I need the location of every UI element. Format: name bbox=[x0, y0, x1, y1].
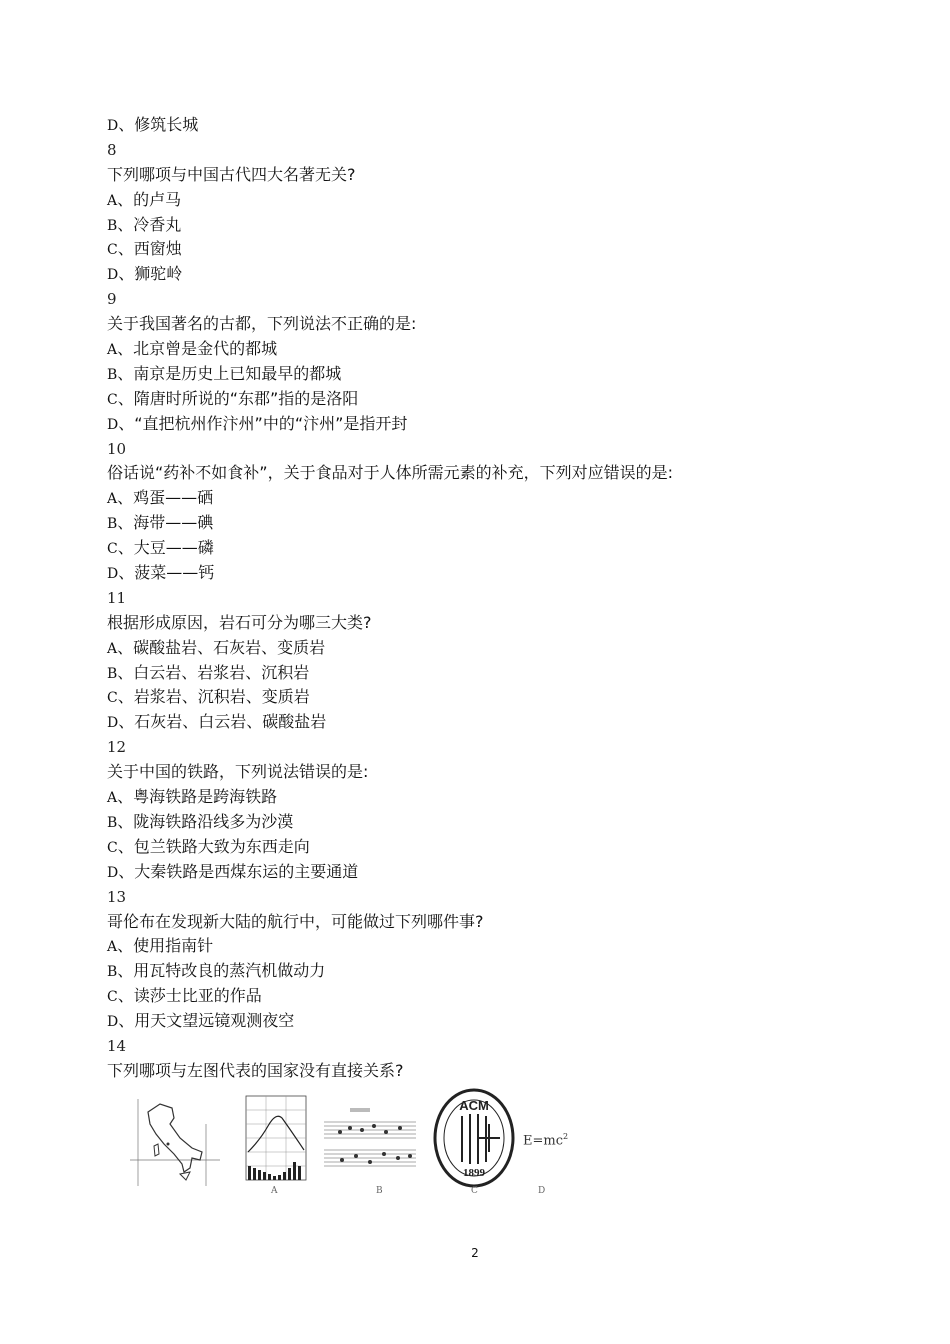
question-14-figure bbox=[120, 1088, 640, 1203]
question-number: 11 bbox=[107, 588, 127, 607]
question-stem: 下列哪项与中国古代四大名著无关? bbox=[107, 164, 356, 184]
option-b: B、白云岩、岩浆岩、沉积岩 bbox=[107, 662, 310, 682]
question-stem: 俗话说“药补不如食补”，关于食品对于人体所需元素的补充，下列对应错误的是: bbox=[107, 463, 673, 483]
question-number: 14 bbox=[107, 1036, 127, 1055]
option-a: A、鸡蛋——硒 bbox=[107, 488, 214, 508]
option-a: A、粤海铁路是跨海铁路 bbox=[107, 787, 278, 807]
option-a: A、的卢马 bbox=[107, 189, 182, 209]
question-stem: 哥伦布在发现新大陆的航行中，可能做过下列哪件事? bbox=[107, 911, 484, 931]
option-b: B、用瓦特改良的蒸汽机做动力 bbox=[107, 961, 326, 981]
option-a: A、北京曾是金代的都城 bbox=[107, 339, 278, 359]
ac-milan-logo-image bbox=[432, 1088, 516, 1188]
previous-option-d: D、修筑长城 bbox=[107, 115, 199, 134]
option-d: D、石灰岩、白云岩、碳酸盐岩 bbox=[107, 712, 327, 732]
option-a: A、使用指南针 bbox=[107, 936, 214, 956]
page-number: 2 bbox=[471, 1246, 479, 1260]
caption-c: C bbox=[471, 1186, 478, 1196]
option-d: D、菠菜——钙 bbox=[107, 563, 215, 583]
option-c: C、隋唐时所说的“东郡”指的是洛阳 bbox=[107, 388, 359, 408]
option-c: C、西窗烛 bbox=[107, 239, 182, 259]
question-list bbox=[107, 113, 887, 1084]
option-d: D、狮驼岭 bbox=[107, 264, 183, 284]
question-number: 9 bbox=[107, 290, 117, 309]
option-c: C、岩浆岩、沉积岩、变质岩 bbox=[107, 687, 310, 707]
question-stem: 根据形成原因，岩石可分为哪三大类? bbox=[107, 612, 372, 632]
option-d: D、用天文望远镜观测夜空 bbox=[107, 1011, 295, 1031]
caption-b: B bbox=[376, 1186, 383, 1196]
formula-emc2: $E=mc^2$ bbox=[523, 1132, 569, 1149]
logo-year-text: 1899 bbox=[463, 1167, 485, 1179]
question-number: 12 bbox=[107, 738, 127, 757]
question-stem: 关于我国著名的古都，下列说法不正确的是: bbox=[107, 314, 417, 334]
question-number: 10 bbox=[107, 439, 127, 458]
italy-map-image bbox=[130, 1094, 220, 1192]
option-d: D、大秦铁路是西煤东运的主要通道 bbox=[107, 861, 359, 881]
option-c: C、包兰铁路大致为东西走向 bbox=[107, 836, 310, 856]
question-stem: 下列哪项与左图代表的国家没有直接关系? bbox=[107, 1060, 404, 1080]
caption-a: A bbox=[271, 1186, 278, 1196]
option-b: B、陇海铁路沿线多为沙漠 bbox=[107, 811, 294, 831]
climate-chart-image bbox=[238, 1090, 318, 1186]
question-stem: 关于中国的铁路，下列说法错误的是: bbox=[107, 762, 369, 782]
question-number: 8 bbox=[107, 140, 117, 159]
option-d: D、“直把杭州作汴州”中的“汴州”是指开封 bbox=[107, 413, 408, 433]
music-score-image bbox=[320, 1102, 420, 1172]
option-b: B、海带——碘 bbox=[107, 513, 214, 533]
option-a: A、碳酸盐岩、石灰岩、变质岩 bbox=[107, 637, 326, 657]
option-b: B、南京是历史上已知最早的都城 bbox=[107, 363, 342, 383]
option-c: C、读莎士比亚的作品 bbox=[107, 986, 262, 1006]
option-b: B、冷香丸 bbox=[107, 214, 182, 234]
logo-top-text: ACM bbox=[459, 1098, 489, 1113]
caption-d: D bbox=[538, 1186, 546, 1196]
question-number: 13 bbox=[107, 887, 127, 906]
option-c: C、大豆——磷 bbox=[107, 538, 214, 558]
